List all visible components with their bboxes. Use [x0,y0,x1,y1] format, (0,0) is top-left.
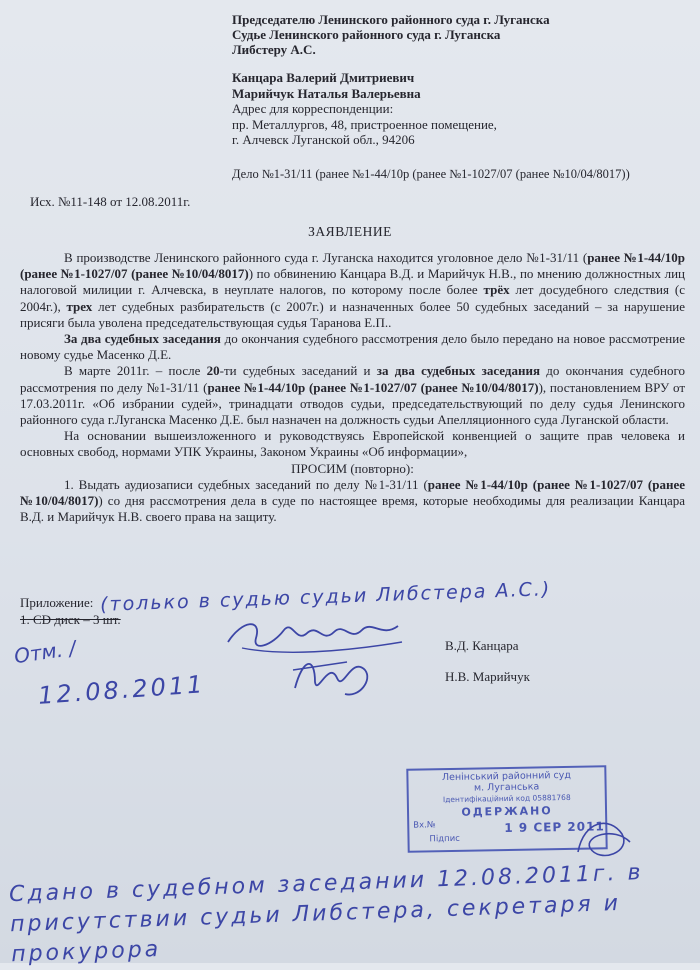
addressee-line-1: Председателю Ленинского районного суда г. Луганска [232,12,550,27]
stamp-date: 1 9 СЕР 2011 [504,819,605,836]
sender-name-1: Канцара Валерий Дмитриевич [232,70,415,85]
outgoing-number: Исх. №11-148 от 12.08.2011г. [30,194,191,209]
enclosure-item: 1. CD диск – 3 шт. [20,612,121,627]
case-reference: Дело №1-31/11 (ранее №1-44/10р (ранее №1-1027/07 (ранее №10/04/8017)) [232,167,630,181]
signer-name-1: В.Д. Канцара [445,638,519,653]
sender-address-label: Адрес для корреспонденции: [232,101,394,116]
handwritten-bottom-note: Сдано в судебном заседании 12.08.2011г. в присутствии судьи Либстера, секретаря и прокурора [8,860,644,968]
stamp-incoming-label: Вх.№ [413,820,436,831]
stamp-signature-label: Підпис [429,833,460,845]
addressee-line-3: Либстеру А.С. [232,42,316,57]
handwritten-enclosure-note: (только в судью судьи Либстера А.С.) [99,578,552,616]
addressee-block [232,12,550,57]
sender-address-line-2: г. Алчевск Луганской обл., 94206 [232,132,415,147]
request-heading: ПРОСИМ (повторно): [291,460,414,476]
enclosure-label: Приложение: [20,595,94,610]
signature-mariychuk [285,648,385,704]
handwritten-date-label: Отм. / [12,635,78,669]
stamp-id-code: Ідентифікаційний код 05881768 [442,792,571,805]
paragraph-1: В производстве Ленинского районного суда г. Луганска находится уголовное дело №1-31/11 (ранее №1-44/10р (ранее №1-1027/07 (ранее №10/04/8017)) по обвинению Канцара В.Д. и Марийчук Н.В., по мнению должностных лиц налоговой милиции г. Алчевска, в неуплате налогов, по которому после более трёх лет досудебного следствия (с 2004г.), трех лет судебных разбирательств (с 2007г.) и назначенных более 50 судебных заседаний – за нарушение присяги была уволена председательствующая судья Таранова Е.П.. [20,250,685,330]
paragraph-5: 1. Выдать аудиозаписи судебных заседаний по делу №1-31/11 (ранее №1-44/10р (ранее №1-1027/07 (ранее №10/04/8017)) со дня рассмотрения дела в суде по настоящее время, которые необходимы для реализации Канцара В.Д. и Марийчук Н.В. своего права на защиту. [20,476,685,525]
stamp-court-name: Ленінський районний суд [441,769,572,784]
sender-address-line-1: пр. Металлургов, 48, пристроенное помещение, [232,116,497,132]
sender-name-2: Марийчук Наталья Валерьевна [232,85,421,101]
document-title: ЗАЯВЛЕНИЕ [308,224,392,239]
stamp-received: ОДЕРЖАНО [461,804,553,819]
sender-block [232,70,497,148]
handwritten-date: 12.08.2011 [37,670,207,710]
paragraph-2: За два судебных заседания до окончания судебного рассмотрения дело было передано на новое рассмотрение новому судье Масенко Д.Е. [20,331,685,363]
signer-name-2: Н.В. Марийчук [445,669,530,684]
paragraph-3: В марте 2011г. – после 20-ти судебных заседаний и за два судебных заседания до окончания судебного рассмотрения по делу №1-31/11 (ранее №1-44/10р (ранее №1-1027/07 (ранее №10/04/8017)), постановлением ВРУ от 17.03.2011г. «Об избрании судей», тринадцати отводов судьи, председательствующий по делу судья Ленинского районного суда г.Луганска Масенко Д.Е. был назначен на должность судьи Апелляционного суда Луганской области. [20,363,686,428]
document-body [20,250,685,525]
paragraph-4: На основании вышеизложенного и руководствуясь Европейской конвенцией о защите прав человека и основных свобод, нормами УПК Украины, Законом Украины «Об информации», [20,428,685,460]
stamp-city: м. Луганська [473,781,540,794]
addressee-line-2: Судье Ленинского районного суда г. Луганска [232,27,501,42]
